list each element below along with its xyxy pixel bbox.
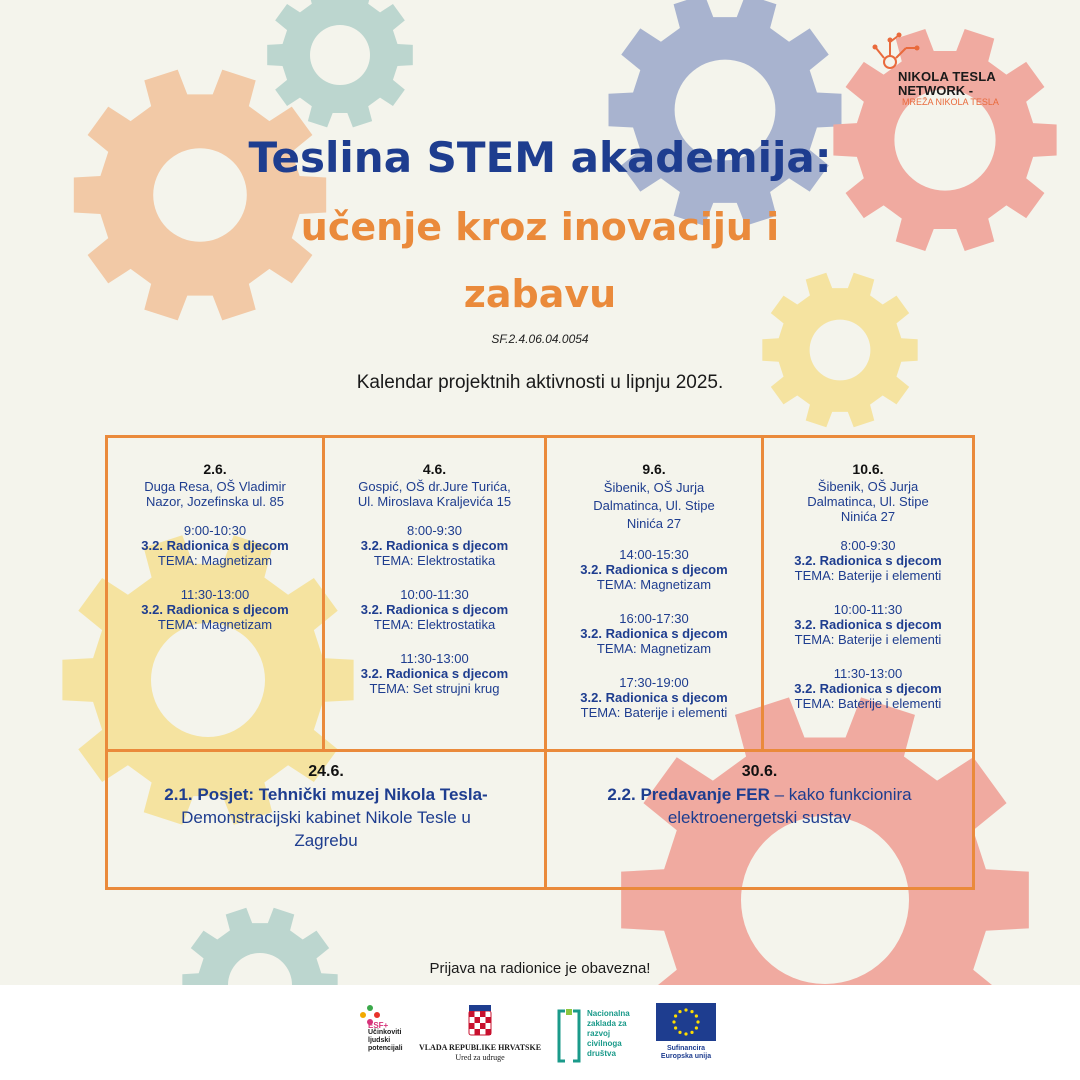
esf-logo [358,1003,418,1073]
footer-logos [0,985,1080,1080]
eu-star [674,1026,677,1029]
logo-line-2: NETWORK - [898,83,974,98]
cell-slot: 14:00-15:30 3.2. Radionica s djecom TEMA: Magnetizam [580,547,728,592]
croatia-coat-of-arms-icon [467,1005,493,1039]
cell-location: Šibenik, OŠ Jurja Dalmatinca, Ul. Stipe Ninića 27 [807,479,929,524]
cell-date: 30.6. [741,763,778,780]
cell-slot: 11:30-13:00 3.2. Radionica s djecom TEMA: Magnetizam [141,587,289,632]
vlada-text: VLADA REPUBLIKE HRVATSKE [418,1043,542,1052]
bracket-icon [555,1007,583,1065]
eu-text: Sufinancira Europska unija [660,1045,712,1060]
calendar-cell-30-6 [547,760,972,829]
cell-description: Zagrebu [294,831,358,850]
vlada-logo [418,1003,542,1073]
cell-activity: 2.2. Predavanje FER – kako funkcionira [607,785,912,804]
cell-date: 10.6. [852,461,884,477]
logo-line-1: NIKOLA TESLA [898,69,996,84]
eu-star [684,1008,687,1011]
eu-star [678,1031,681,1034]
eu-star [674,1014,677,1017]
calendar-cell-9-6 [547,462,761,739]
page-subtitle-line-1: učenje kroz inovaciju i [300,205,780,249]
cell-slot: 17:30-19:00 3.2. Radionica s djecom TEMA: Baterije i elementi [580,675,728,720]
eu-star [690,1031,693,1034]
cell-slot: 10:00-11:30 3.2. Radionica s djecom TEMA: Baterije i elementi [794,602,942,647]
calendar-grid [105,435,975,890]
cell-date: 4.6. [422,461,447,477]
esf-text: Učinkoviti ljudski potencijali [368,1029,403,1052]
nzrcd-logo [555,1003,645,1073]
eu-logo [654,1003,718,1073]
cell-date: 9.6. [642,461,666,477]
project-code: SF.2.4.06.04.0054 [491,332,589,346]
gear-icon-blue-top [605,0,845,235]
cell-slot: 10:00-11:30 3.2. Radionica s djecom TEMA: Elektrostatika [360,587,509,632]
eu-star [684,1032,687,1035]
eu-star [696,1020,699,1023]
cell-date: 2.6. [203,461,227,477]
eu-flag-icon [656,1003,716,1041]
eu-star [678,1010,681,1013]
cell-slot: 8:00-9:30 3.2. Radionica s djecom TEMA: Elektrostatika [360,523,509,568]
eu-star [695,1014,698,1017]
eu-star [695,1026,698,1029]
cell-location: Šibenik, OŠ Jurja Dalmatinca, Ul. Stipe Ninića 27 [593,480,715,531]
cell-description: elektroenergetski sustav [667,808,852,827]
eu-star [690,1010,693,1013]
calendar-cell-10-6 [764,462,972,730]
calendar-cell-2-6 [108,462,322,651]
eu-star [672,1020,675,1023]
nikola-tesla-network-logo [872,32,1042,112]
grid-divider [108,749,972,752]
cell-date: 24.6. [308,763,344,780]
registration-note: Prijava na radionice je obavezna! [429,960,651,977]
cell-slot: 8:00-9:30 3.2. Radionica s djecom TEMA: Baterije i elementi [794,538,942,583]
cell-slot: 16:00-17:30 3.2. Radionica s djecom TEMA: Magnetizam [580,611,728,656]
page-title: Teslina STEM akademija: [248,133,832,182]
calendar-cell-24-6 [108,760,544,852]
cell-location: Gospić, OŠ dr.Jure Turića, Ul. Miroslava Kraljevića 15 [357,479,512,509]
cell-activity: 2.1. Posjet: Tehnički muzej Nikola Tesla- [164,785,488,804]
esf-label: ESF+ [368,1021,389,1030]
cell-slot: 9:00-10:30 3.2. Radionica s djecom TEMA: Magnetizam [141,523,289,568]
cell-slot: 11:30-13:00 3.2. Radionica s djecom TEMA: Set strujni krug [360,651,509,696]
logo-line-3: MREŽA NIKOLA TESLA [902,97,999,107]
cell-location: Duga Resa, OŠ Vladimir Nazor, Jozefinska ul. 85 [144,479,286,509]
cell-description: Demonstracijski kabinet Nikole Tesle u [181,808,471,827]
lightbulb-circuit-icon [872,32,932,72]
calendar-heading: Kalendar projektnih aktivnosti u lipnju 2025. [356,372,724,393]
cell-slot: 11:30-13:00 3.2. Radionica s djecom TEMA: Baterije i elementi [794,666,942,711]
calendar-cell-4-6 [325,462,544,715]
ured-text: Ured za udruge [455,1053,505,1062]
nzrcd-text: Nacionalna zaklada za razvoj civilnoga društva [587,1009,630,1058]
page-subtitle-line-2: zabavu [463,272,617,316]
